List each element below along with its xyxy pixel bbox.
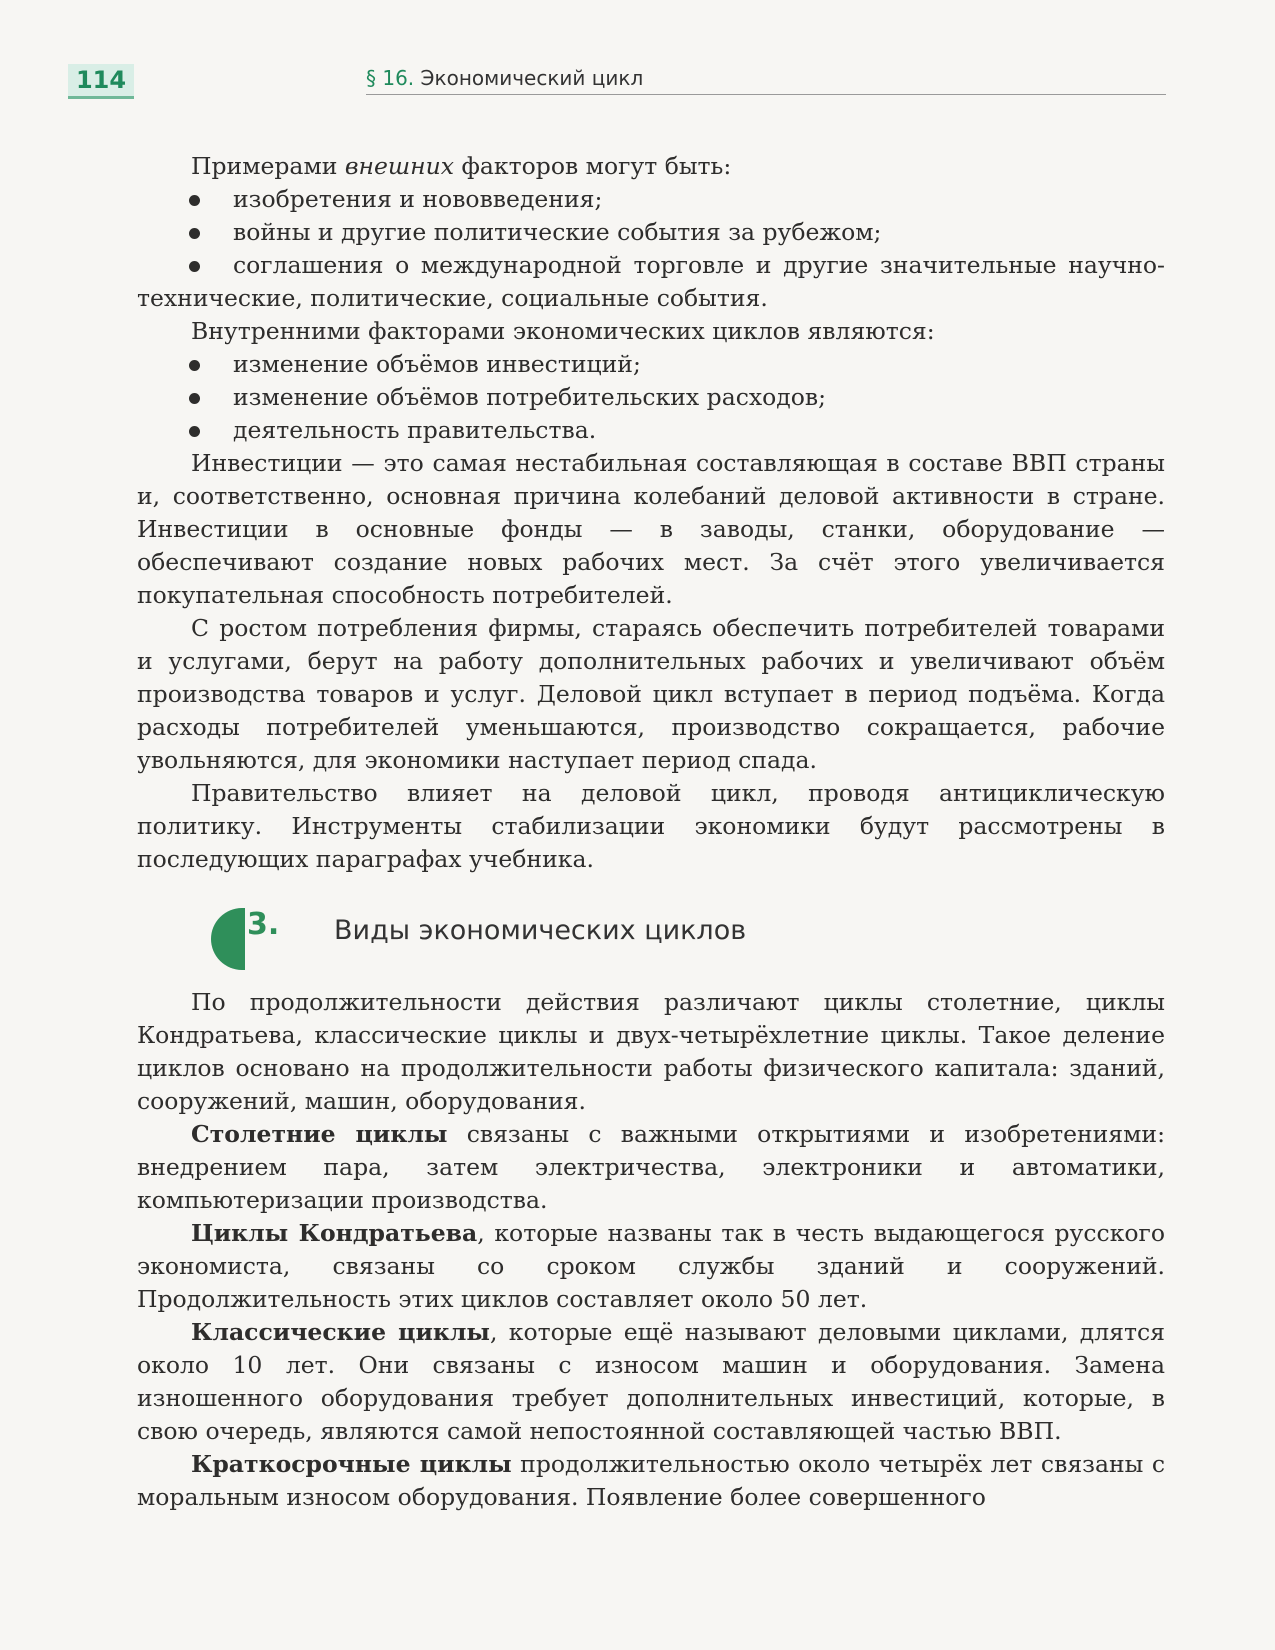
section-marker-icon: [211, 908, 245, 970]
list-item: деятельность правительства.: [137, 414, 1165, 447]
bullet-icon: [189, 393, 200, 404]
term-short-cycles: Краткосрочные циклы: [191, 1450, 512, 1478]
paragraph-investments: Инвестиции — это самая нестабильная составляющая в составе ВВП страны и, соответственно, основная причина колебаний деловой активности в стране. Инвестиции в основные фонды — в заводы, станки, оборудование — обеспечивают создание новых рабочих мест. За счёт этого увеличивается покупательная способность потребителей.: [137, 449, 1165, 609]
bullet-icon: [189, 426, 200, 437]
paragraph-government: Правительство влияет на деловой цикл, проводя антициклическую политику. Инструменты стабилизации экономики будут рассмотрены в последующих параграфах учебника.: [137, 779, 1165, 873]
page-number: 114: [68, 64, 134, 99]
paragraph-short-cycles: Краткосрочные циклы продолжительностью около четырёх лет связаны с моральным износом оборудования. Появление более совершенного: [137, 1450, 1165, 1511]
paragraph-classic-cycles: Классические циклы, которые ещё называют деловыми циклами, длятся около 10 лет. Они связаны с износом машин и оборудования. Замена изношенного оборудования требует дополнительных инвестиций, которые, в свою очередь, являются самой непостоянной составляющей частью ВВП.: [137, 1318, 1165, 1445]
list-item: соглашения о международной торговле и другие значительные научно-технические, политические, социальные события.: [137, 251, 1165, 312]
external-factors-list: [137, 183, 1165, 315]
list-item: войны и другие политические события за рубежом;: [137, 216, 1165, 249]
term-century-cycles: Столетние циклы: [191, 1120, 448, 1148]
section-heading-title: Виды экономических циклов: [334, 915, 747, 946]
page-body: [137, 150, 1165, 1514]
list-item: изобретения и нововведения;: [137, 183, 1165, 216]
section-heading: [137, 902, 1165, 976]
bullet-icon: [189, 360, 200, 371]
paragraph-consumption: С ростом потребления фирмы, стараясь обеспечить потребителей товарами и услугами, берут на работу дополнительных рабочих и увеличивают объём производства товаров и услуг. Деловой цикл вступает в период подъёма. Когда расходы потребителей уменьшаются, производство сокращается, рабочие увольняются, для экономики наступает период спада.: [137, 614, 1165, 774]
emphasis-external: внешних: [344, 152, 455, 180]
paragraph-external-intro: Примерами внешних факторов могут быть:: [191, 152, 732, 180]
running-head: [366, 66, 1166, 90]
paragraph-cycles-intro: По продолжительности действия различают циклы столетние, циклы Кондратьева, классические циклы и двух-четырёхлетние циклы. Такое деление циклов основано на продолжительности работы физического капитала: зданий, сооружений, машин, оборудования.: [137, 988, 1165, 1115]
list-item: изменение объёмов потребительских расходов;: [137, 381, 1165, 414]
paragraph-internal-intro: Внутренними факторами экономических циклов являются:: [191, 317, 935, 345]
bullet-icon: [189, 195, 200, 206]
header-rule: [366, 94, 1166, 95]
bullet-icon: [189, 261, 200, 272]
internal-factors-list: [137, 348, 1165, 447]
term-kondratiev-cycles: Циклы Кондратьева: [191, 1219, 478, 1247]
section-mark: § 16.: [366, 66, 415, 90]
term-classic-cycles: Классические циклы: [191, 1318, 490, 1346]
list-item: изменение объёмов инвестиций;: [137, 348, 1165, 381]
section-title: Экономический цикл: [420, 66, 644, 90]
paragraph-kondratiev-cycles: Циклы Кондратьева, которые названы так в честь выдающегося русского экономиста, связаны со сроком службы зданий и сооружений. Продолжительность этих циклов составляет около 50 лет.: [137, 1219, 1166, 1313]
paragraph-century-cycles: Столетние циклы связаны с важными открытиями и изобретениями: внедрением пара, затем электричества, электроники и автоматики, компьютеризации производства.: [137, 1120, 1165, 1214]
section-number: 3.: [247, 907, 280, 942]
bullet-icon: [189, 228, 200, 239]
